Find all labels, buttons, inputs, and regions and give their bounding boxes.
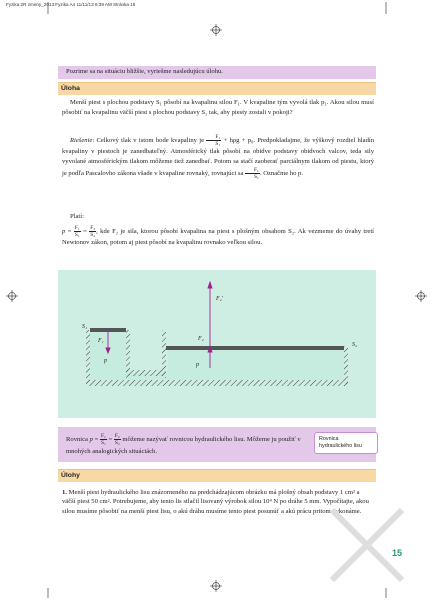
label-S2: S₂: [352, 342, 358, 348]
formula-paragraph: p = $\frac{\text{F₁}}{\text{S₁}}$ = $\frac{\text{F₂}}{\text{S₂}}$ , kde F₂ je sila, ktorou pôsobí kvapalina na piest s plošným obsahom S₂. Ak vezmeme do úvahy tretí Newtonov zákon, potom aj piest pôsobí na kvapalinu rovnako veľkou silou.: [62, 225, 375, 246]
label-p-right: p: [196, 362, 199, 368]
formula-box-text: Rovnica p = $\frac{\text{F₁}}{\text{S₁}}$ = $\frac{\text{F₂}}{\text{S₂}}$ môžeme nazývať rovnicou hydraulického lisu. Môžeme ju použiť v mnohých analogických situáciách.: [66, 433, 301, 456]
label-F2: F₂: [198, 336, 204, 342]
solution-text-b: + hρg + p₀. Predpokladajme, že výškový rozdiel hladín kvapaliny v piestoch je zanedbateľný. Atmosférický tlak pôsobí na obidve podstavy obidvoch valcov, teda sily vyvolané atmosférickým tlakom môžeme tiež zanedbať. Potom sa stačí zaoberať parciálnym tlakom od piestu, ktorý je podľa Pascalovho zákona všade v kvapaline rovnaký, rovnajúci sa: [62, 137, 374, 177]
label-F2-prime: F₂': [216, 296, 224, 302]
wall-right: [344, 346, 348, 384]
formula-tail: , kde F₂ je sila, ktorou pôsobí kvapalina na piest s plošným obsahom S₂. Ak vezmeme do úvahy tretí Newtonov zákon, potom aj piest pôsobí na kvapalinu rovnako veľkou silou.: [62, 228, 375, 246]
page-number: 15: [392, 548, 403, 558]
plati-label: Platí:: [70, 213, 84, 220]
small-piston: [90, 328, 126, 332]
task-paragraph: Menší piest s plochou podstavy S₁ pôsobí na kvapalinu silou F₁. V kvapaline tým vyvolá tlak p₁. Akou silou musí pôsobiť na kvapalinu väčší piest s plochou podstavy S₂ tak, aby piesty zostali v pokoji?: [62, 99, 374, 116]
print-slug: Fyzika 2R zmeny_2013:Fyzika A4 11/11/13 6:39 AM Stránka 15: [6, 2, 136, 7]
fraction-F1-S1-c: $\frac{\text{F₁}}{\text{S₁}}$: [74, 225, 80, 238]
exercise-text: Menší piest hydraulického lisu znázorneného na predchádzajúcom obrázku má plošný obsah podstavy 1 cm² a väčší piest 50 cm². Potrebujeme, aby tento lis stlačil lisovaný výrobok silou 10⁴ N po dráhe 5 mm. Vypočítajte, akou silou musíme pôsobiť na menší piest lisu, o akú dráhu musíme tento piest posunúť a akú prácu pritom vykonáme.: [62, 489, 369, 515]
label-p-left: p: [104, 358, 107, 364]
hydraulic-press-diagram: [58, 270, 376, 418]
fraction-F2-S2-b: $\frac{\text{F₂}}{\text{S₂}}$: [114, 433, 120, 446]
solution-label: Riešenie: [70, 137, 93, 145]
arrow-F2-prime-icon: [208, 282, 212, 288]
solution-text-a: : Celkový tlak v istom bode kvapaliny je: [92, 137, 205, 145]
fraction-F1-S1-d: $\frac{\text{F₁}}{\text{S₁}}$: [100, 433, 106, 446]
tasks-heading: Úlohy: [61, 472, 80, 479]
large-piston: [166, 346, 344, 350]
middle-floor: [126, 370, 166, 376]
side-note: Rovnica hydraulického lisu: [314, 432, 378, 454]
crosshair-top-icon: [210, 24, 222, 36]
intro-text: Pozrime sa na situáciu bližšie, vyriešme nasledujúcu úlohu.: [66, 68, 223, 75]
hydraulic-press-figure: [58, 270, 376, 418]
label-F1: F₁: [98, 338, 104, 344]
intro-bar: [58, 66, 376, 79]
task-heading-bar: [58, 82, 376, 95]
label-S1: S₁: [82, 324, 88, 330]
fraction-F1-S1: $\frac{\text{F₁}}{\text{S₁}}$: [206, 134, 221, 147]
solution-paragraph: [62, 134, 374, 180]
wall-left: [86, 330, 90, 384]
crosshair-bottom-icon: [210, 580, 222, 592]
tasks-heading-bar: [58, 469, 376, 482]
base-hatch: [86, 380, 348, 386]
crosshair-right-icon: [415, 290, 427, 302]
task-heading: Úloha: [61, 85, 80, 92]
fraction-F1-S1-b: $\frac{\text{F₁}}{\text{S₁}}$: [245, 167, 260, 180]
decorative-corner: [322, 500, 422, 595]
exercise-number: 1.: [62, 489, 67, 496]
crosshair-left-icon: [6, 290, 18, 302]
fraction-F2-S2: $\frac{\text{F₂}}{\text{S₂}}$: [90, 225, 96, 238]
solution-text-c: . Označme ho p.: [259, 169, 303, 177]
liquid-right: [168, 350, 344, 380]
